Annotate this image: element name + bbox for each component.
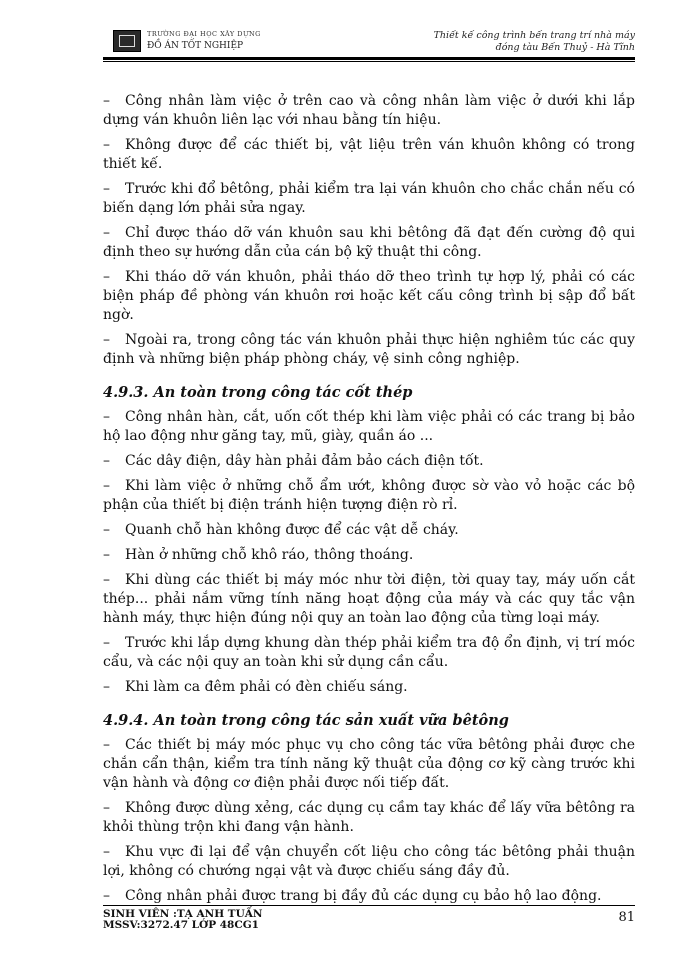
bullet-item xyxy=(103,331,635,369)
bullet-text: Khu vực đi lại để vận chuyển cốt liệu cho công tác bêtông phải thuận lợi, không có chướng ngại vật và được chiếu sáng đầy đủ. xyxy=(103,844,635,879)
dash-bullet-icon: – xyxy=(103,269,110,285)
bullet-item xyxy=(103,887,635,906)
dash-bullet-icon: – xyxy=(103,522,110,538)
bullet-text: Khi làm việc ở những chỗ ẩm ướt, không được sờ vào vỏ hoặc các bộ phận của thiết bị điện tránh hiện tượng điện rò rỉ. xyxy=(103,478,635,513)
bullet-text: Không được để các thiết bị, vật liệu trên ván khuôn không có trong thiết kế. xyxy=(103,137,635,172)
bullet-item xyxy=(103,408,635,446)
bullet-text: Không được dùng xẻng, các dụng cụ cầm tay khác để lấy vữa bêtông ra khỏi thùng trộn khi đang vận hành. xyxy=(103,800,635,835)
dash-bullet-icon: – xyxy=(103,181,110,197)
project-label: ĐỒ ÁN TỐT NGHIỆP xyxy=(147,41,244,51)
thesis-title-line2: đóng tàu Bến Thuỷ - Hà Tĩnh xyxy=(495,42,635,53)
bullet-item xyxy=(103,268,635,325)
bullet-text: Khi làm ca đêm phải có đèn chiếu sáng. xyxy=(125,679,408,695)
dash-bullet-icon: – xyxy=(103,93,110,109)
bullet-item xyxy=(103,799,635,837)
bullet-item xyxy=(103,678,635,697)
footer-rule xyxy=(103,905,635,906)
concrete-list xyxy=(103,736,635,906)
bullet-item xyxy=(103,634,635,672)
bullet-item xyxy=(103,546,635,565)
dash-bullet-icon: – xyxy=(103,844,110,860)
bullet-item xyxy=(103,521,635,540)
bullet-item xyxy=(103,136,635,174)
bullet-text: Khi dùng các thiết bị máy móc như tời điện, tời quay tay, máy uốn cắt thép... phải nắm vững tính năng hoạt động của máy và các quy tắc vận hành máy, thực hiện đúng nội quy an toàn lao động của từng loại máy. xyxy=(103,572,635,626)
dash-bullet-icon: – xyxy=(103,409,110,425)
header-rule-thin xyxy=(103,61,635,62)
dash-bullet-icon: – xyxy=(103,332,110,348)
thesis-title xyxy=(434,30,635,54)
bullet-text: Quanh chỗ hàn không được để các vật dễ cháy. xyxy=(125,522,459,538)
bullet-item xyxy=(103,736,635,793)
bullet-text: Trước khi đổ bêtông, phải kiểm tra lại ván khuôn cho chắc chắn nếu có biến dạng lớn phải sửa ngay. xyxy=(103,181,635,216)
section-heading-rebar: 4.9.3. An toàn trong công tác cốt thép xyxy=(103,384,413,401)
student-id: MSSV:3272.47 LỚP 48CG1 xyxy=(103,919,259,931)
bullet-text: Các thiết bị máy móc phục vụ cho công tác vữa bêtông phải được che chắn cẩn thận, kiểm tra tính năng kỹ thuật của động cơ kỹ càng trước khi vận hành và động cơ điện phải được nối tiếp đất. xyxy=(103,737,635,791)
bullet-item xyxy=(103,92,635,130)
bullet-item xyxy=(103,452,635,471)
header-rule xyxy=(103,57,635,60)
bullet-text: Các dây điện, dây hàn phải đảm bảo cách điện tốt. xyxy=(125,453,484,469)
bullet-text: Ngoài ra, trong công tác ván khuôn phải thực hiện nghiêm túc các quy định và những biện pháp phòng cháy, vệ sinh công nghiệp. xyxy=(103,332,635,367)
dash-bullet-icon: – xyxy=(103,635,110,651)
dash-bullet-icon: – xyxy=(103,737,110,753)
bullet-text: Chỉ được tháo dỡ ván khuôn sau khi bêtông đã đạt đến cường độ qui định theo sự hướng dẫn của cán bộ kỹ thuật thi công. xyxy=(103,225,635,260)
dash-bullet-icon: – xyxy=(103,572,110,588)
thesis-title-line1: Thiết kế công trình bến trang trí nhà máy xyxy=(433,30,635,41)
bullet-text: Công nhân hàn, cắt, uốn cốt thép khi làm việc phải có các trang bị bảo hộ lao động như găng tay, mũ, giày, quần áo ... xyxy=(103,409,635,444)
dash-bullet-icon: – xyxy=(103,478,110,494)
page-number: 81 xyxy=(618,910,635,925)
student-name: SINH VIÊN :TẠ ANH TUẤN xyxy=(103,908,263,920)
page-header xyxy=(103,28,635,58)
school-logo-icon xyxy=(113,30,141,52)
dash-bullet-icon: – xyxy=(103,547,110,563)
bullet-item xyxy=(103,843,635,881)
dash-bullet-icon: – xyxy=(103,453,110,469)
bullet-text: Trước khi lắp dựng khung dàn thép phải kiểm tra độ ổn định, vị trí móc cẩu, và các nội quy an toàn khi sử dụng cần cẩu. xyxy=(103,635,635,670)
bullet-item xyxy=(103,477,635,515)
bullet-text: Khi tháo dỡ ván khuôn, phải tháo dỡ theo trình tự hợp lý, phải có các biện pháp đề phòng ván khuôn rơi hoặc kết cấu công trình bị sập đổ bất ngờ. xyxy=(103,269,635,323)
bullet-text: Công nhân làm việc ở trên cao và công nhân làm việc ở dưới khi lắp dựng ván khuôn liên lạc với nhau bằng tín hiệu. xyxy=(103,93,635,128)
rebar-list xyxy=(103,408,635,697)
dash-bullet-icon: – xyxy=(103,679,110,695)
bullet-text: Công nhân phải được trang bị đầy đủ các dụng cụ bảo hộ lao động. xyxy=(125,888,602,904)
bullet-text: Hàn ở những chỗ khô ráo, thông thoáng. xyxy=(125,547,414,563)
dash-bullet-icon: – xyxy=(103,800,110,816)
dash-bullet-icon: – xyxy=(103,888,110,904)
dash-bullet-icon: – xyxy=(103,137,110,153)
bullet-item xyxy=(103,224,635,262)
footer-student xyxy=(103,909,263,931)
bullet-item xyxy=(103,180,635,218)
bullet-item xyxy=(103,571,635,628)
dash-bullet-icon: – xyxy=(103,225,110,241)
formwork-list xyxy=(103,92,635,369)
school-name: TRƯỜNG ĐẠI HỌC XÂY DỰNG xyxy=(147,30,261,38)
section-heading-concrete: 4.9.4. An toàn trong công tác sản xuất vữa bêtông xyxy=(103,712,509,729)
page-body xyxy=(103,92,635,912)
